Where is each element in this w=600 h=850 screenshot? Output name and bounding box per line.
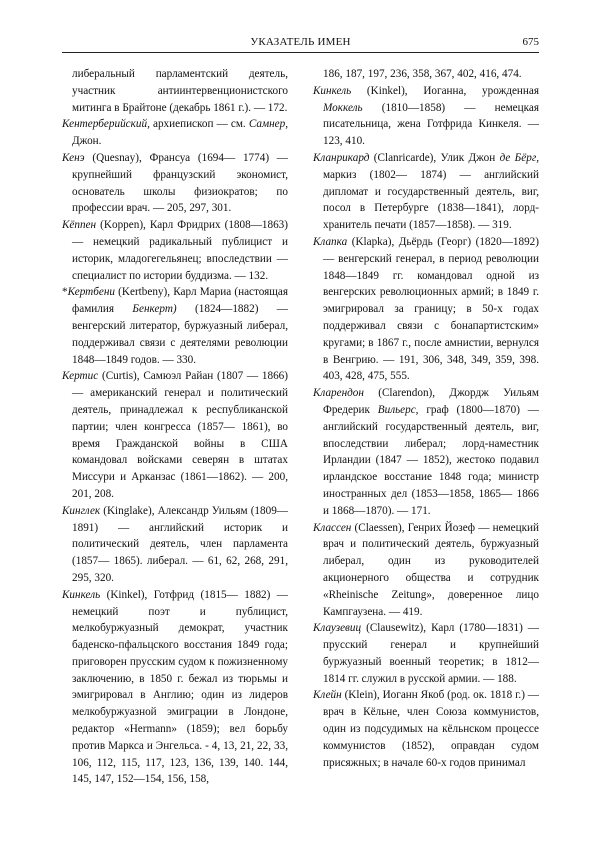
- entry-headword: Кинкель: [313, 84, 352, 97]
- index-entry: [62, 368, 288, 502]
- entry-italic-name: де Бёрг,: [499, 151, 539, 164]
- entry-text: (1824—1882) — венгерский литератор, буржуазный либерал, поддерживал связи с деятелями революции 1848—1849 годов. — 330.: [72, 303, 288, 366]
- running-header: [62, 36, 539, 53]
- entry-text: (Kinglake), Александр Уильям (1809—1891) — английский историк и политический деятель, член парламента (1857— 1865). либерал. — 61, 62, 268, 291, 295, 320.: [72, 504, 288, 584]
- entry-text: (Curtis), Самюэл Райан (1807 — 1866) — американский генерал и политический деятель, принадлежал к республиканской партии; член конгресса (1857— 1861), во время Гражданской войны в США командовал войсками северян в штатах Миссури и Арканзас (1861—1862). — 200, 201, 208.: [72, 370, 288, 500]
- entry-text: (Claessen), Генрих Йозеф — немецкий врач и политический деятель, буржуазный либерал, один из руководителей акционерного общества и сотрудник «Rheinische Zeitung», доверенное лицо Кампгаузена. — 419.: [323, 521, 539, 618]
- index-entry: [313, 150, 539, 234]
- right-column: [313, 66, 539, 771]
- index-entry: [313, 520, 539, 621]
- entry-text: маркиз (1802— 1874) — английский дипломат и государственный деятель, виг, посол в Петербурге (1838—1841), лорд-хранитель печати (1857—1858). — 319.: [323, 168, 539, 232]
- entry-headword: Кенэ: [62, 151, 85, 164]
- entry-text: либеральный парламентский деятель, участник антиинтервенционистского митинга в Брайтоне (декабрь 1861 г.). — 172.: [72, 68, 288, 114]
- entry-continuation: [313, 66, 539, 83]
- index-entry: [62, 503, 288, 587]
- index-entry: [313, 620, 539, 687]
- index-entry: [313, 687, 539, 771]
- entry-headword: Клейн: [313, 689, 342, 702]
- entry-text: (1810—1858) — немецкая писательница, жена Готфрида Кинкеля. — 123, 410.: [323, 101, 539, 148]
- entry-text: (Kinkel), Готфрид (1815— 1882) — немецкий поэт и публицист, мелкобуржуазный демократ, участник баденско-пфальцского восстания 1849 года; приговорен прусским судом к пожизненному заключению, в 1850 г. бежал из тюрьмы и эмигрировал в Англию; один из лидеров мелкобуржуазной эмиграции в Лондоне, редактор «Hermann» (1859); вел борьбу против Маркса и Энгельса. - 4, 13, 21, 22, 33, 106, 112, 115, 117, 123, 136, 139, 140. 144, 145, 147, 152—154, 156, 158,: [72, 588, 288, 786]
- entry-italic-name: Бенкерт): [132, 303, 177, 316]
- index-entry: [313, 234, 539, 385]
- entry-headword: Кертбени: [67, 286, 115, 299]
- entry-text: (Clausewitz), Карл (1780—1831) — прусский генерал и крупнейший буржуазный военный теоретик; в 1812—1814 гг. служил в русской армии. — 188.: [323, 622, 539, 685]
- entry-text: (Quesnay), Франсуа (1694— 1774) — крупнейший французский экономист, основатель школы физиократов; по профессии врач. — 205, 297, 301.: [72, 151, 288, 215]
- entry-headword: Кланрикард: [313, 151, 370, 164]
- entry-italic-name: Моккель: [323, 101, 363, 114]
- entry-italic-name: Вильерс,: [377, 403, 419, 416]
- entry-headword: Клаузевиц: [313, 622, 362, 635]
- entry-headword: Кларендон: [313, 387, 364, 400]
- entry-headword: Клапка: [313, 235, 348, 248]
- index-entry: [62, 150, 288, 217]
- index-entry: [313, 83, 539, 150]
- entry-headword: Кинкель: [62, 588, 101, 601]
- index-entry: [62, 217, 288, 284]
- page-number: 675: [522, 36, 539, 48]
- entry-text: (Klapka), Дьёрдь (Георг) (1820—1892) — венгерский генерал, в период революции 1848—1849 гг. командовал одной из венгерских революционных армий; в 1849 г. эмигрировал за границу; в 50-х годах поддерживал связи с бонапартистским» кругами; в 1867 г., после амнистии, вернулся в Венгрию. — 191, 306, 348, 349, 359, 398. 403, 428, 475, 555.: [323, 235, 539, 383]
- entry-text: (Kinkel), Иоганна, урожденная: [351, 84, 539, 97]
- index-entry: [313, 385, 539, 519]
- entry-text: Джон.: [72, 135, 102, 148]
- entry-text: (Kertbeny), Карл Мариа (настоящая фамилия: [72, 286, 288, 316]
- entry-text: (Clarendon), Джордж Уильям Фредерик: [323, 387, 539, 416]
- entry-headword: Кинглек: [62, 504, 101, 517]
- index-entry: [62, 116, 288, 150]
- left-column: [62, 66, 288, 788]
- running-title: УКАЗАТЕЛЬ ИМЕН: [250, 36, 351, 48]
- entry-text: архиепископ — см.: [149, 118, 249, 131]
- index-entry: [62, 284, 288, 368]
- entry-text: (Koppen), Карл Фридрих (1808—1863) — немецкий радикальный публицист и историк, младогегельянец; впоследствии — специалист по истории буддизма. — 132.: [72, 219, 288, 282]
- entry-text: 186, 187, 197, 236, 358, 367, 402, 416, 474.: [323, 68, 522, 80]
- entry-continuation: [62, 66, 288, 116]
- entry-text: (Clanricarde), Улик Джон: [369, 151, 500, 164]
- entry-text: (Klein), Иоганн Якоб (род. ок. 1818 г.) — врач в Кёльне, член Союза коммунистов, один из подсудимых на кёльнском процессе коммунистов (1852), оправдан судом присяжных; в начале 60-х годов принимал: [323, 689, 539, 769]
- entry-headword: Кёппен: [62, 219, 97, 232]
- entry-italic-name: Самнер,: [248, 118, 288, 131]
- index-entry: [62, 587, 288, 789]
- entry-headword: Кертис: [62, 370, 99, 383]
- entry-text: граф (1800—1870) — английский государственный деятель, виг, впоследствии либерал; лорд-наместник Ирландии (1847 — 1852), жестоко подавил ирландское восстание 1848 года; министр иностранных дел (1853—1858, 1865— 1866 и 1868—1870). — 171.: [323, 403, 539, 517]
- entry-headword: Кентерберийский,: [62, 118, 150, 131]
- entry-headword: Классен: [313, 521, 352, 534]
- entry-marker: *: [62, 286, 68, 299]
